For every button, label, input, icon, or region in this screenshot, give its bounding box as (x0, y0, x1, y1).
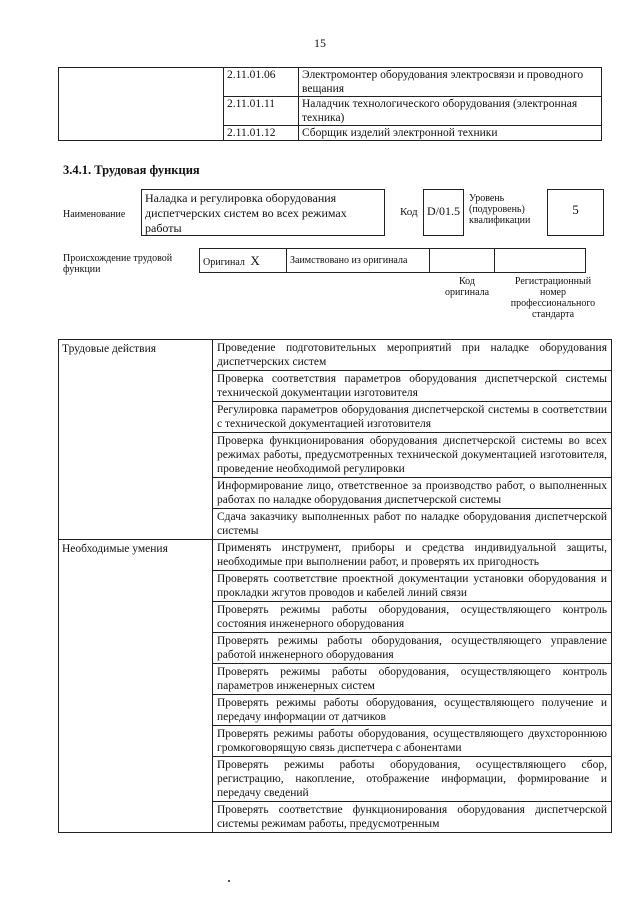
occupation-code: 2.11.01.06 (224, 68, 299, 97)
list-item: Проверка функционирования оборудования диспетчерской системы во всех режимах работы, предусмотренных технической документацией изготовителя, проведение необходимой регулировки (213, 433, 612, 478)
list-item: Проведение подготовительных мероприятий при наладке оборудования диспетчерских систем (213, 340, 612, 371)
table-row (200, 249, 586, 273)
function-name-box: Наладка и регулировка оборудования диспетчерских систем во всех режимах работы (141, 189, 385, 236)
empty-cell (59, 68, 224, 141)
section-heading: Необходимые умения (59, 540, 213, 833)
level-label: Уровень (подуровень) квалификации (469, 193, 531, 226)
scan-speck (228, 880, 230, 882)
origin-label: Происхождение трудовой функции (63, 253, 173, 275)
code-label: Код (400, 206, 418, 218)
level-value-box: 5 (547, 189, 604, 236)
original-cell (200, 249, 287, 273)
list-item: Проверять режимы работы оборудования, осуществляющего сбор, регистрацию, накопление, отображение информации, формирование и передачу сведений (213, 757, 612, 802)
name-label: Наименование (63, 209, 126, 220)
list-item: Проверять режимы работы оборудования, осуществляющего двухстороннюю громкоговорящую связь диспетчера с абонентами (213, 726, 612, 757)
list-item: Проверять режимы работы оборудования, осуществляющего контроль параметров инженерных систем (213, 664, 612, 695)
list-item: Информирование лицо, ответственное за производство работ, о выполненных работах по наладке оборудования диспетчерской системы (213, 478, 612, 509)
occupation-code: 2.11.01.11 (224, 97, 299, 126)
list-item: Применять инструмент, приборы и средства индивидуальной защиты, необходимые при выполнении работ, и проверять их пригодность (213, 540, 612, 571)
reg-number-label: Регистрационный номер профессионального стандарта (510, 276, 596, 320)
occupation-code: 2.11.01.12 (224, 126, 299, 141)
list-item: Проверять режимы работы оборудования, осуществляющего управление работой инженерного оборудования (213, 633, 612, 664)
code-original-cell (430, 249, 495, 273)
list-item: Регулировка параметров оборудования диспетчерской системы в соответствии с технической документацией изготовителя (213, 402, 612, 433)
code-value-box: D/01.5 (423, 189, 464, 236)
list-item: Проверять режимы работы оборудования, осуществляющего контроль состояния инженерного оборудования (213, 602, 612, 633)
borrowed-label: Заимствовано из оригинала (290, 255, 408, 266)
code-original-label: Код оригинала (444, 276, 490, 298)
list-item: Проверять соответствие функционирования оборудования диспетчерской системы режимам работы, предусмотренным (213, 802, 612, 833)
occupations-table (58, 67, 602, 141)
list-item: Сдача заказчику выполненных работ по наладке оборудования диспетчерской системы (213, 509, 612, 540)
reg-number-cell (495, 249, 586, 273)
borrowed-cell (287, 249, 430, 273)
table-row (59, 340, 612, 371)
table-row (59, 540, 612, 571)
list-item: Проверять режимы работы оборудования, осуществляющего получение и передачу информации от датчиков (213, 695, 612, 726)
occupation-name: Сборщик изделий электронной техники (299, 126, 602, 141)
origin-table (199, 248, 586, 273)
section-heading: Трудовые действия (59, 340, 213, 540)
section-title: 3.4.1. Трудовая функция (63, 163, 200, 177)
list-item: Проверка соответствия параметров оборудования диспетчерской системы технической документации изготовителя (213, 371, 612, 402)
table-row (59, 68, 602, 97)
function-details-table (58, 339, 612, 833)
occupation-name: Наладчик технологического оборудования (электронная техника) (299, 97, 602, 126)
page-number: 15 (314, 36, 326, 50)
original-label: Оригинал (203, 256, 245, 268)
list-item: Проверять соответствие проектной документации установки оборудования и прокладки жгутов проводов и кабелей линий связи (213, 571, 612, 602)
original-mark: X (250, 252, 260, 268)
occupation-name: Электромонтер оборудования электросвязи и проводного вещания (299, 68, 602, 97)
